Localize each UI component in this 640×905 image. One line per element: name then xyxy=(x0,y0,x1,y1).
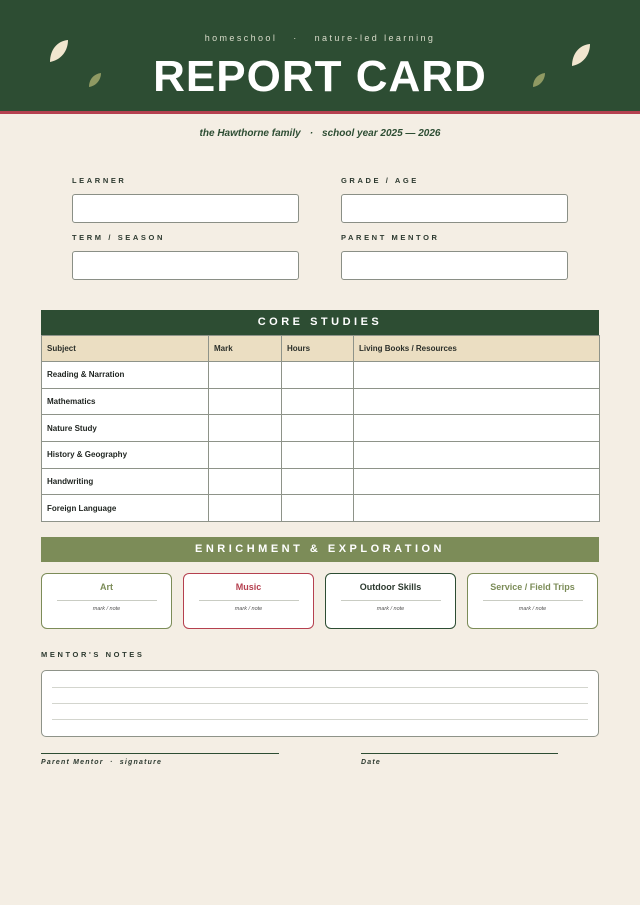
mentor-notes-label: MENTOR'S NOTES xyxy=(41,650,145,659)
resources-cell[interactable] xyxy=(354,388,600,415)
enrichment-card-service-field-trips[interactable] xyxy=(467,573,598,629)
notes-rule-line xyxy=(52,703,588,704)
tagline-separator: · xyxy=(293,33,299,43)
table-row xyxy=(42,415,600,442)
subject-cell: Nature Study xyxy=(42,415,209,442)
parent-signature-separator: · xyxy=(109,759,114,766)
enrichment-card-title: Art xyxy=(100,582,113,592)
mark-cell[interactable] xyxy=(209,495,282,522)
resources-cell[interactable] xyxy=(354,415,600,442)
date-label: Date xyxy=(361,759,381,766)
parent-mentor-field[interactable] xyxy=(341,251,568,280)
enrichment-card-outdoor-skills[interactable] xyxy=(325,573,456,629)
enrichment-header: ENRICHMENT & EXPLORATION xyxy=(41,537,599,562)
enrichment-card-title: Outdoor Skills xyxy=(359,582,422,592)
enrichment-card-music[interactable] xyxy=(183,573,314,629)
header-tagline xyxy=(0,33,640,43)
enrichment-card-line xyxy=(341,600,441,601)
hours-cell[interactable] xyxy=(282,362,354,389)
table-row xyxy=(42,362,600,389)
page-title: REPORT CARD xyxy=(153,52,487,101)
enrichment-card-note: mark / note xyxy=(92,606,121,612)
enrichment-card-title: Music xyxy=(235,582,262,592)
mark-cell[interactable] xyxy=(209,468,282,495)
mark-cell[interactable] xyxy=(209,415,282,442)
enrichment-card-note: mark / note xyxy=(518,606,547,612)
column-header-subject: Subject xyxy=(42,336,209,362)
hours-cell[interactable] xyxy=(282,495,354,522)
family-separator: · xyxy=(309,128,314,139)
mark-cell[interactable] xyxy=(209,388,282,415)
hours-cell[interactable] xyxy=(282,388,354,415)
hours-cell[interactable] xyxy=(282,415,354,442)
header-banner xyxy=(0,0,640,114)
mentor-notes-field[interactable] xyxy=(41,670,599,737)
column-header-hours: Hours xyxy=(282,336,354,362)
parent-signature-line[interactable] xyxy=(41,753,279,754)
subject-cell: History & Geography xyxy=(42,442,209,469)
table-row xyxy=(42,495,600,522)
enrichment-card-note: mark / note xyxy=(234,606,263,612)
date-line[interactable] xyxy=(361,753,558,754)
leaf-icon xyxy=(87,71,103,89)
tagline-left: homeschool xyxy=(204,33,278,43)
school-year: school year 2025 — 2026 xyxy=(322,128,441,139)
leaf-icon xyxy=(47,38,71,64)
enrichment-card-title: Service / Field Trips xyxy=(490,582,575,592)
family-name: the Hawthorne family xyxy=(199,128,301,139)
subject-cell: Handwriting xyxy=(42,468,209,495)
notes-rule-line xyxy=(52,719,588,720)
core-studies-table xyxy=(41,335,600,522)
term-season-label: TERM / SEASON xyxy=(72,233,165,242)
table-header-row xyxy=(42,336,600,362)
mark-cell[interactable] xyxy=(209,442,282,469)
column-header-resources: Living Books / Resources xyxy=(354,336,600,362)
subject-cell: Reading & Narration xyxy=(42,362,209,389)
leaf-icon xyxy=(569,42,593,68)
family-year-line xyxy=(0,128,640,139)
leaf-icon xyxy=(531,71,547,89)
core-studies-header: CORE STUDIES xyxy=(41,310,599,335)
term-season-field[interactable] xyxy=(72,251,299,280)
grade-age-label: GRADE / AGE xyxy=(341,176,419,185)
parent-signature-role: Parent Mentor xyxy=(41,759,104,766)
enrichment-card-note: mark / note xyxy=(376,606,405,612)
parent-signature-label xyxy=(41,759,162,766)
table-row xyxy=(42,388,600,415)
enrichment-card-art[interactable] xyxy=(41,573,172,629)
resources-cell[interactable] xyxy=(354,362,600,389)
hours-cell[interactable] xyxy=(282,442,354,469)
hours-cell[interactable] xyxy=(282,468,354,495)
resources-cell[interactable] xyxy=(354,468,600,495)
grade-age-field[interactable] xyxy=(341,194,568,223)
notes-rule-line xyxy=(52,687,588,688)
resources-cell[interactable] xyxy=(354,442,600,469)
resources-cell[interactable] xyxy=(354,495,600,522)
enrichment-card-line xyxy=(483,600,583,601)
mark-cell[interactable] xyxy=(209,362,282,389)
tagline-right: nature-led learning xyxy=(314,33,436,43)
subject-cell: Foreign Language xyxy=(42,495,209,522)
enrichment-card-line xyxy=(199,600,299,601)
learner-label: LEARNER xyxy=(72,176,127,185)
learner-field[interactable] xyxy=(72,194,299,223)
table-row xyxy=(42,468,600,495)
enrichment-card-line xyxy=(57,600,157,601)
table-row xyxy=(42,442,600,469)
column-header-mark: Mark xyxy=(209,336,282,362)
parent-signature-suffix: signature xyxy=(119,759,163,766)
subject-cell: Mathematics xyxy=(42,388,209,415)
parent-mentor-label: PARENT MENTOR xyxy=(341,233,440,242)
